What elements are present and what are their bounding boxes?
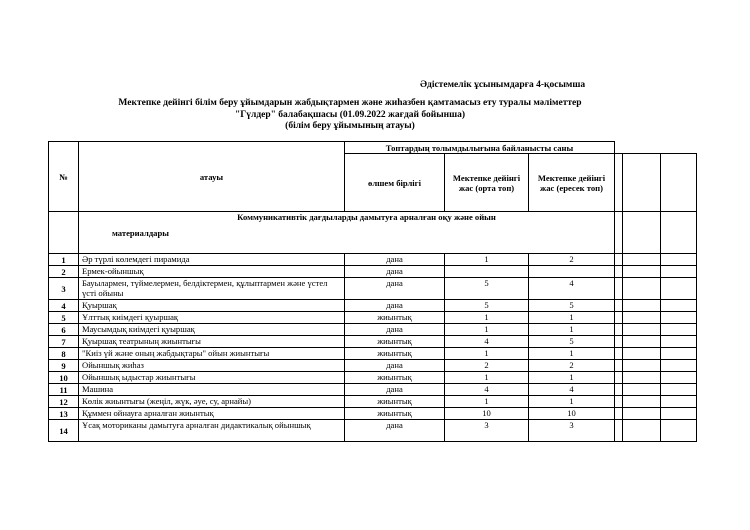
empty-cell (623, 396, 661, 408)
row-unit: дана (345, 278, 445, 300)
row-number: 3 (49, 278, 79, 300)
row-number: 5 (49, 312, 79, 324)
row-unit: жиынтық (345, 336, 445, 348)
section-title (79, 212, 615, 254)
row-number: 9 (49, 360, 79, 372)
table-row (49, 348, 697, 360)
empty-cell (623, 420, 661, 442)
row-name: "Киіз үй және оның жабдықтары" ойын жиынтығы (79, 348, 345, 360)
appendix-label: Әдістемелік ұсынымдарға 4-қосымша (420, 80, 586, 90)
table-row (49, 324, 697, 336)
empty-cell (615, 278, 623, 300)
empty-cell (623, 254, 661, 266)
row-senior-count: 1 (529, 372, 615, 384)
row-unit: жиынтық (345, 312, 445, 324)
row-senior-count: 1 (529, 312, 615, 324)
empty-cell (661, 324, 697, 336)
row-middle-count: 4 (445, 384, 529, 396)
row-name: Қуыршақ театрының жиынтығы (79, 336, 345, 348)
section-row (49, 212, 697, 254)
empty-cell (661, 300, 697, 312)
empty-cell (661, 266, 697, 278)
row-unit: дана (345, 266, 445, 278)
empty-cell (615, 408, 623, 420)
empty-cell (661, 396, 697, 408)
empty-cell (615, 372, 623, 384)
row-name: Қуыршақ (79, 300, 345, 312)
row-unit: жиынтық (345, 408, 445, 420)
row-number: 4 (49, 300, 79, 312)
row-unit: жиынтық (345, 396, 445, 408)
table-row (49, 312, 697, 324)
empty-cell (623, 408, 661, 420)
row-middle-count: 10 (445, 408, 529, 420)
row-number: 2 (49, 266, 79, 278)
row-middle-count: 1 (445, 372, 529, 384)
col-name-header: атауы (79, 142, 345, 212)
row-middle-count: 1 (445, 348, 529, 360)
empty-cell (623, 324, 661, 336)
row-number: 11 (49, 384, 79, 396)
row-name: Құммен ойнауға арналған жиынтық (79, 408, 345, 420)
row-senior-count: 4 (529, 278, 615, 300)
row-name: Көлік жиынтығы (жеңіл, жүк, әуе, су, арнайы) (79, 396, 345, 408)
row-number: 12 (49, 396, 79, 408)
empty-cell (615, 312, 623, 324)
row-name: Машина (79, 384, 345, 396)
empty-cell (615, 348, 623, 360)
row-senior-count: 2 (529, 254, 615, 266)
row-middle-count: 1 (445, 324, 529, 336)
section-title-line1: Коммуникативтік дағдыларды дамытуға арналған оқу және ойын (237, 212, 496, 222)
col-unit-header: өлшем бірлігі (345, 154, 445, 212)
row-middle-count: 1 (445, 312, 529, 324)
row-unit: дана (345, 300, 445, 312)
col-middle-group-header: Мектепке дейінгі жас (орта топ) (445, 154, 529, 212)
row-senior-count: 5 (529, 336, 615, 348)
document-title-block (30, 98, 670, 133)
empty-cell (623, 300, 661, 312)
row-middle-count: 2 (445, 360, 529, 372)
col-number-header: № (49, 142, 79, 212)
empty-cell (623, 372, 661, 384)
row-unit: жиынтық (345, 348, 445, 360)
empty-cell (661, 312, 697, 324)
table-row (49, 266, 697, 278)
row-senior-count: 4 (529, 384, 615, 396)
empty-cell (623, 384, 661, 396)
empty-cell (615, 336, 623, 348)
row-senior-count: 10 (529, 408, 615, 420)
table-row (49, 278, 697, 300)
table-row (49, 384, 697, 396)
group-header: Топтардың толымдылығына байланысты саны (345, 142, 615, 154)
table-row (49, 408, 697, 420)
empty-cell (661, 372, 697, 384)
empty-cell (623, 312, 661, 324)
empty-cell (615, 266, 623, 278)
empty-cell (623, 278, 661, 300)
row-number: 7 (49, 336, 79, 348)
empty-cell (661, 384, 697, 396)
row-middle-count: 1 (445, 254, 529, 266)
row-number: 13 (49, 408, 79, 420)
empty-cell (615, 384, 623, 396)
table-row (49, 254, 697, 266)
empty-cell (615, 396, 623, 408)
row-name: Әр түрлі көлемдегі пирамида (79, 254, 345, 266)
row-senior-count: 5 (529, 300, 615, 312)
empty-cell (661, 360, 697, 372)
document-title: Мектепке дейінгі білім беру ұйымдарын жабдықтармен және жиһазбен қамтамасыз ету туралы мәліметтер (118, 98, 582, 108)
row-unit: дана (345, 360, 445, 372)
row-number: 14 (49, 420, 79, 442)
row-senior-count: 3 (529, 420, 615, 442)
row-unit: дана (345, 254, 445, 266)
empty-cell (615, 254, 623, 266)
row-name: Бауылармен, түймелермен, белдіктермен, құлыптармен және үстел үсті ойыны (79, 278, 345, 300)
row-name: Ұсақ моториканы дамытуға арналған дидактикалық ойыншық (79, 420, 345, 442)
empty-cell (661, 420, 697, 442)
col-senior-group-header: Мектепке дейінгі жас (ересек топ) (529, 154, 615, 212)
table-row (49, 336, 697, 348)
table-row (49, 396, 697, 408)
row-unit: дана (345, 420, 445, 442)
row-name: Ойыншық жиһаз (79, 360, 345, 372)
empty-cell (661, 348, 697, 360)
row-senior-count: 2 (529, 360, 615, 372)
row-senior-count: 1 (529, 348, 615, 360)
empty-cell (661, 254, 697, 266)
row-number: 1 (49, 254, 79, 266)
empty-cell (615, 324, 623, 336)
row-unit: жиынтық (345, 372, 445, 384)
empty-cell (615, 420, 623, 442)
table-row (49, 300, 697, 312)
row-middle-count: 3 (445, 420, 529, 442)
row-middle-count (445, 266, 529, 278)
organization-caption: (білім беру ұйымының атауы) (285, 121, 415, 131)
empty-cell (661, 408, 697, 420)
kindergarten-name: "Гүлдер" балабақшасы (01.09.2022 жағдай бойынша) (234, 109, 466, 120)
table-row (49, 420, 697, 442)
empty-cell (623, 360, 661, 372)
row-name: Ұлттық киімдегі қуыршақ (79, 312, 345, 324)
row-middle-count: 5 (445, 300, 529, 312)
row-senior-count: 1 (529, 396, 615, 408)
empty-cell (615, 360, 623, 372)
table-row (49, 360, 697, 372)
row-name: Ермек-ойыншық (79, 266, 345, 278)
row-unit: дана (345, 384, 445, 396)
section-title-line2: материалдары (112, 228, 169, 238)
row-middle-count: 5 (445, 278, 529, 300)
table-row (49, 372, 697, 384)
empty-cell (623, 348, 661, 360)
empty-cell (661, 278, 697, 300)
row-name: Маусымдық киімдегі қуыршақ (79, 324, 345, 336)
row-senior-count: 1 (529, 324, 615, 336)
row-number: 10 (49, 372, 79, 384)
row-number: 6 (49, 324, 79, 336)
row-unit: дана (345, 324, 445, 336)
row-senior-count (529, 266, 615, 278)
row-middle-count: 1 (445, 396, 529, 408)
empty-cell (623, 336, 661, 348)
empty-cell (615, 300, 623, 312)
empty-cell (661, 336, 697, 348)
header-row-top (49, 142, 697, 154)
empty-cell (623, 266, 661, 278)
row-number: 8 (49, 348, 79, 360)
equipment-table (48, 141, 697, 442)
row-middle-count: 4 (445, 336, 529, 348)
row-name: Ойыншық ыдыстар жиынтығы (79, 372, 345, 384)
